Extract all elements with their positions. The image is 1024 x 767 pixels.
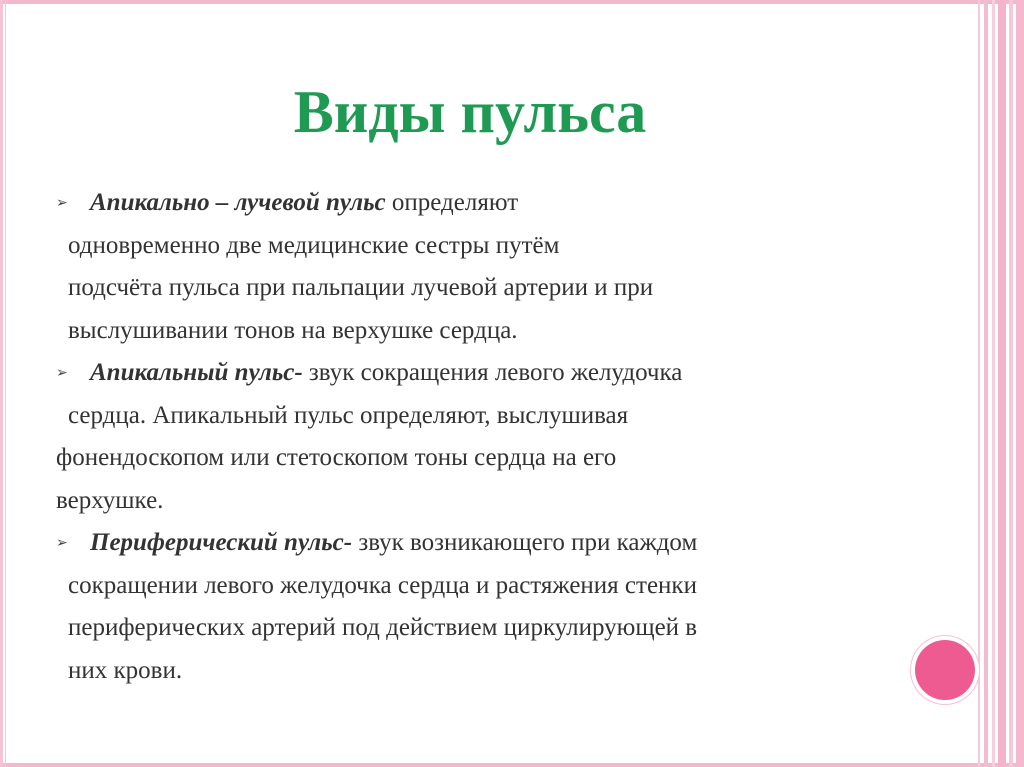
text-line: выслушивании тонов на верхушке сердца. xyxy=(68,316,518,344)
text-line: сердца. Апикальный пульс определяют, выслушивая xyxy=(68,401,629,429)
text-line: периферических артерий под действием циркулирующей в xyxy=(68,614,698,641)
list-item-peripheral xyxy=(56,522,876,692)
text-line xyxy=(56,522,876,565)
text-line xyxy=(56,182,876,225)
text-line: сокращении левого желудочка сердца и растяжения стенки xyxy=(68,571,697,599)
decorative-pink-dot xyxy=(915,640,975,700)
text-fragment: звук возникающего при каждом xyxy=(352,529,698,556)
text-fragment: звук сокращения левого желудочка xyxy=(302,359,683,386)
term-label: Апикальный пульс- xyxy=(90,359,303,386)
stripe xyxy=(1009,0,1013,767)
text-line xyxy=(56,352,876,395)
stripe xyxy=(992,0,995,767)
right-decorative-stripes xyxy=(978,0,1024,767)
slide-title: Виды пульса xyxy=(293,79,647,145)
list-item-apical xyxy=(56,352,876,522)
term-label: Апикально – лучевой пульс xyxy=(90,189,386,216)
stripe xyxy=(998,0,1006,767)
stripe xyxy=(1016,0,1024,767)
term-label: Периферический пульс- xyxy=(90,529,353,556)
text-line: подсчёта пульса при пальпации лучевой артерии и при xyxy=(68,274,654,301)
frame-bottom-border xyxy=(0,763,1024,767)
stripe xyxy=(978,0,980,767)
text-line: них крови. xyxy=(68,656,183,684)
frame-top-border xyxy=(0,0,1024,4)
arrow-bullet-icon: ➢ xyxy=(56,195,68,211)
stripe xyxy=(984,0,988,767)
text-line: фонендоскопом или стетоскопом тоны сердца на его xyxy=(56,444,617,471)
text-fragment: определяют xyxy=(385,189,519,216)
list-item-apical-radial xyxy=(56,182,876,352)
arrow-bullet-icon: ➢ xyxy=(56,365,68,381)
text-line: одновременно две медицинские сестры путём xyxy=(68,231,560,259)
text-line: верхушке. xyxy=(56,486,164,514)
arrow-bullet-icon: ➢ xyxy=(56,535,68,551)
slide-content xyxy=(56,182,876,692)
